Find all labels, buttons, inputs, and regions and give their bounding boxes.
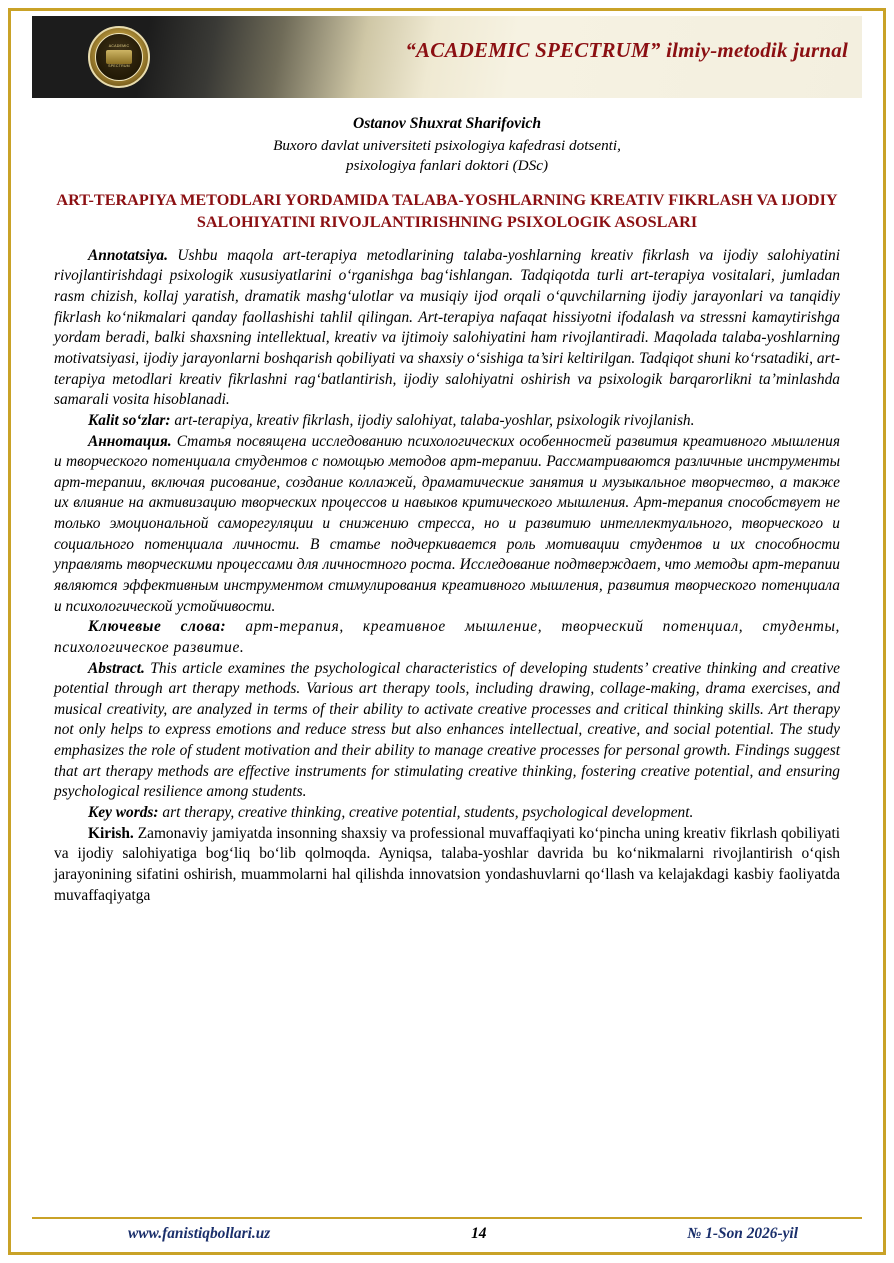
keywords-uz-label: Kalit so‘zlar: <box>88 411 171 429</box>
seal-top-text: ACADEMIC <box>108 44 130 49</box>
abstract-en <box>54 659 840 803</box>
abstract-uz <box>54 246 840 411</box>
seal-inner <box>95 33 143 81</box>
page-footer <box>32 1217 862 1243</box>
journal-title: “ACADEMIC SPECTRUM” ilmiy-metodik jurnal <box>405 38 848 62</box>
keywords-en <box>54 803 840 824</box>
seal-bottom-text: SPECTRUM <box>108 64 130 68</box>
keywords-en-text: art therapy, creative thinking, creative potential, students, psychological development. <box>158 804 694 822</box>
article-title: ART-TERAPIYA METODLARI YORDAMIDA TALABA-YOSHLARNING KREATIV FIKRLASH VA IJODIY SALOHIYATINI RIVOJLANTIRISHNING PSIXOLOGIK ASOSLARI <box>56 191 838 231</box>
footer-page-number: 14 <box>471 1225 487 1242</box>
keywords-ru-text: арт-терапия, креативное мышление, творческий потенциал, студенты, психологическое развитие. <box>54 618 840 656</box>
keywords-uz <box>54 411 840 432</box>
footer-website[interactable]: www.fanistiqbollari.uz <box>128 1225 271 1242</box>
abstract-en-label: Abstract. <box>88 659 145 677</box>
article-content <box>32 98 862 1217</box>
page-inner <box>14 14 880 1249</box>
abstract-ru <box>54 432 840 618</box>
page-header <box>32 16 862 98</box>
keywords-ru <box>54 617 840 658</box>
keywords-uz-text: art-terapiya, kreativ fikrlash, ijodiy salohiyat, talaba-yoshlar, psixologik rivojlanish. <box>170 411 695 429</box>
abstract-en-text: This article examines the psychological characteristics of developing students’ creative thinking and creative potential through art therapy methods. Various art therapy tools, including drawing, collage-making, drama exercises, and musical creativity, are analyzed in terms of their ability to activate creative processes and critical thinking skills. Art therapy not only helps to express emotions and reduce stress but also enhances intellectual, creative, and social potential. The study emphasizes the role of student motivation and their ability to manage creative processes for personal growth. Findings suggest that art therapy methods are effective instruments for stimulating creative thinking, fostering creative potential, and ensuring psychological resilience among students. <box>54 659 840 801</box>
abstract-ru-label: Аннотация. <box>88 432 172 450</box>
journal-seal-icon <box>88 26 150 88</box>
footer-issue: № 1-Son 2026-yil <box>687 1225 798 1242</box>
introduction-text: Zamonaviy jamiyatda insonning shaxsiy va professional muvaffaqiyati ko‘pincha uning kreativ fikrlash qobiliyati va ijodiy salohiyatiga bog‘liq bo‘lib qolmoqda. Ayniqsa, talaba-yoshlar davrida bu ko‘nikmalarni rivojlantirish o‘qish jarayonining sifatini oshirish, muammolarni hal qilishda innovatsion yondashuvlarni qo‘llash va kelajakdagi kasbiy faoliyatda muvaffaqiyatga <box>54 824 840 904</box>
abstract-uz-text: Ushbu maqola art-terapiya metodlarining talaba-yoshlarning kreativ fikrlash va ijodiy salohiyatini rivojlantirishdagi psixologik xususiyatlarini o‘rganishga bag‘ishlangan. Tadqiqotda turli art-terapiya vositalari, jumladan rasm chizish, kollaj yaratish, dramatik mashg‘ulotlar va musiqiy ijod orqali o‘quvchilarning ijodiy jarayonlari va tanqidiy fikrlash ko‘nikmalari qanday faollashishi tahlil qilingan. Art-terapiya nafaqat hissiyotni ifodalash va stressni kamaytirishga yordam beradi, balki shaxsning intellektual, kreativ va ijtimoiy salohiyatini ham rivojlantiradi. Maqolada talaba-yoshlarning motivatsiyasi, ijodiy jarayonlarni boshqarish qobiliyati va shaxsiy o‘sishiga ta’siri keltirilgan. Tadqiqot shuni ko‘rsatadiki, art-terapiya metodlari kreativ fikrlashni rag‘batlantirish, ijodiy salohiyatni oshirish va psixologik barqarorlikni ta’minlashda samarali vosita hisoblanadi. <box>54 246 840 409</box>
author-affiliation-line2: psixologiya fanlari doktori (DSc) <box>345 156 549 174</box>
author-name: Ostanov Shuxrat Sharifovich <box>352 115 542 132</box>
introduction <box>54 824 840 907</box>
abstract-uz-label: Annotatsiya. <box>88 246 168 264</box>
author-affiliation-line1: Buxoro davlat universiteti psixologiya kafedrasi dotsenti, <box>273 136 621 154</box>
keywords-ru-label: Ключевые слова: <box>88 618 227 636</box>
keywords-en-label: Key words: <box>88 804 159 822</box>
introduction-label: Kirish. <box>88 824 134 842</box>
seal-emblem-icon <box>106 50 132 64</box>
abstract-ru-text: Статья посвящена исследованию психологических особенностей развития креативного мышления и творческого потенциала студентов с помощью методов арт-терапии. Рассматриваются различные инструменты арт-терапии, включая рисование, создание коллажей, драматические занятия и музыкальное творчество, а также их влияние на активизацию творческих процессов и навыков критического мышления. Арт-терапия способствует не только эмоциональной саморегуляции и снижению стресса, но и развитию интеллектуального, творческого и социального потенциала личности. В статье подчеркивается роль мотивации студентов и их способности управлять творческими процессами для личностного роста. Исследование подтверждает, что методы арт-терапии являются эффективным инструментом стимулирования креативного мышления, развития творческого потенциала и психологической устойчивости. <box>54 432 840 615</box>
